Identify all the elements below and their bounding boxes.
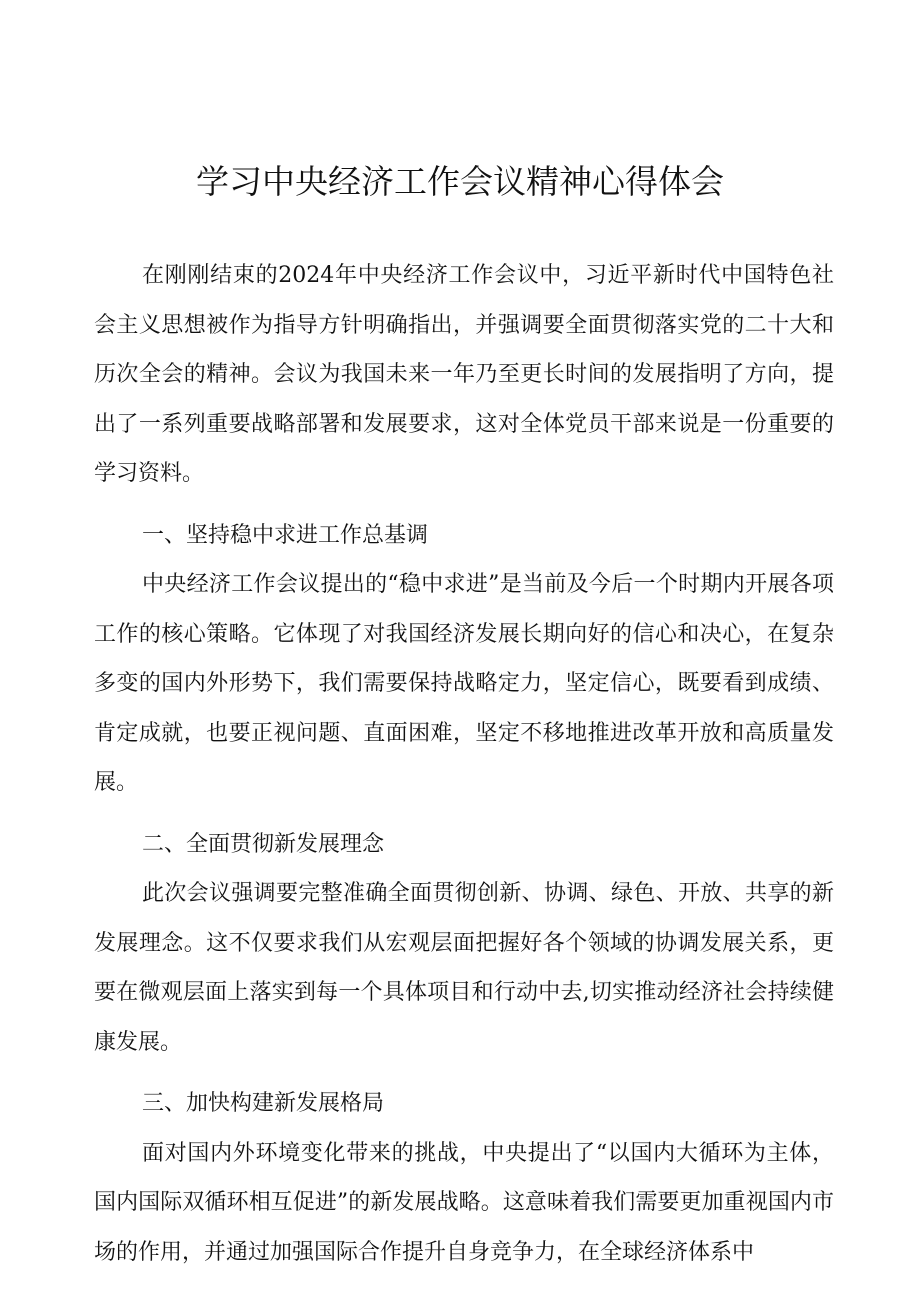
spacer [94,1067,834,1079]
section-heading: 一、坚持稳中求进工作总基调 [142,522,429,548]
spacer [94,499,834,511]
section-paragraph: 此次会议强调要完整准确全面贯彻创新、协调、绿色、开放、共享的新发展理念。这不仅要求我们从宏观层面把握好各个领域的协调发展关系，更要在微观层面上落实到每一个具体项目和行动中去,切实推动经济社会持续健康发展。 [94,881,834,1055]
intro-paragraph: 在刚刚结束的2024年中央经济工作会议中，习近平新时代中国特色社会主义思想被作为指导方针明确指出，并强调要全面贯彻落实党的二十大和历次全会的精神。会议为我国未来一年乃至更长时间的发展指明了方向，提出了一系列重要战略部署和发展要求，这对全体党员干部来说是一份重要的学习资料。 [94,263,834,486]
section-paragraph: 中央经济工作会议提出的“稳中求进”是当前及今后一个时期内开展各项工作的核心策略。它体现了对我国经济发展长期向好的信心和决心，在复杂多变的国内外形势下，我们需要保持战略定力，坚定信心，既要看到成绩、肯定成就，也要正视问题、直面困难，坚定不移地推进改革开放和高质量发展。 [94,572,834,795]
spacer [94,808,834,820]
document-body [94,251,834,1277]
section-heading: 三、加快构建新发展格局 [142,1091,385,1116]
section-heading: 二、全面贯彻新发展理念 [142,831,385,857]
section-paragraph: 面对国内外环境变化带来的挑战，中央提出了“以国内大循环为主体，国内国际双循环相互促进”的新发展战略。这意味着我们需要更加重视国内市场的作用，并通过加强国际合作提升自身竞争力，在全球经济体系中 [94,1140,834,1265]
document-title: 学习中央经济工作会议精神心得体会 [196,162,724,201]
